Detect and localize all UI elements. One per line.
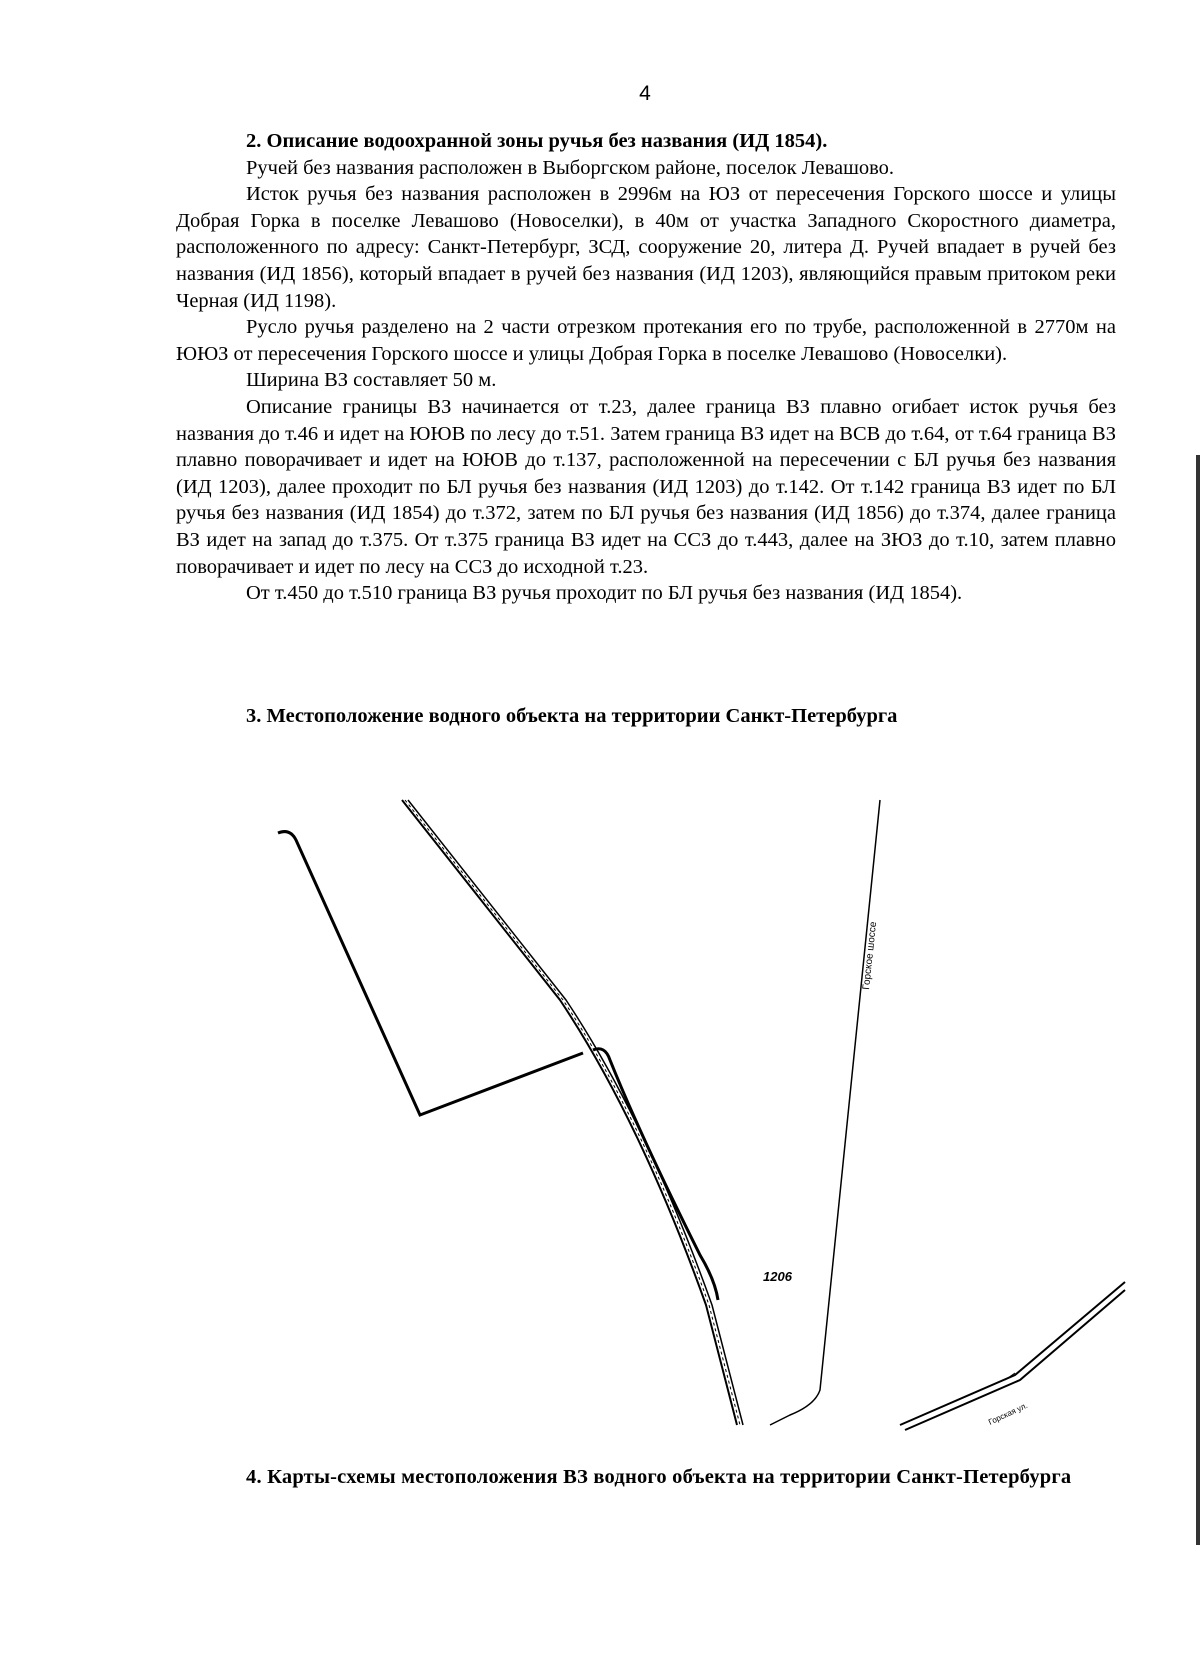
water-zone-boundary [278,832,718,1300]
railway-line [402,800,743,1425]
scan-edge-shadow [1196,455,1200,1545]
paragraph-width: Ширина ВЗ составляет 50 м. [246,369,497,392]
road-label: Горское шоссе [861,921,880,991]
street-label: Горская ул. [987,1400,1029,1427]
paragraph-boundary-bl: От т.450 до т.510 граница ВЗ ручья проходит по БЛ ручья без названия (ИД 1854). [246,582,963,605]
paragraph-location: Ручей без названия расположен в Выборгском районе, поселок Левашово. [246,156,895,179]
road-gorskoe [770,800,880,1425]
paragraph-boundary: Описание границы ВЗ начинается от т.23, далее граница ВЗ плавно огибает исток ручья без названия до т.46 и идет на ЮЮВ по лесу до т.51. Затем граница ВЗ идет на ВСВ до т.64, от т.64 граница ВЗ плавно поворачивает и идет на ЮЮВ до т.137, расположенной на пересечении с БЛ ручья без названия (ИД 1203), далее проходит по БЛ ручья без названия (ИД 1203) до т.142. От т.142 граница ВЗ идет по БЛ ручья без названия (ИД 1854) до т.372, затем по БЛ ручья без названия (ИД 1856) до т.374, далее граница ВЗ идет на запад до т.375. От т.375 граница ВЗ идет на ССЗ до т.443, далее на ЗЮЗ до т.10, затем плавно поворачивает и идет по лесу на ССЗ до исходной т.23. [176,395,1116,578]
paragraph-channel: Русло ручья разделено на 2 части отрезком протекания его по трубе, расположенной в 2770м на ЮЮЗ от пересечения Горского шоссе и улицы Добрая Горка в поселке Левашово (Новоселки). [176,316,1116,365]
section-3-title: 3. Местоположение водного объекта на территории Санкт-Петербурга [246,705,898,727]
section-4-title: 4. Карты-схемы местоположения ВЗ водного объекта на территории Санкт-Петербурга [246,1466,1072,1488]
section-2-title: 2. Описание водоохранной зоны ручья без названия (ИД 1854). [246,130,828,152]
paragraph-source: Исток ручья без названия расположен в 2996м на ЮЗ от пересечения Горского шоссе и улицы Добрая Горка в поселке Левашово (Новоселки), в 40м от участка Западного Скоростного диаметра, расположенного по адресу: Санкт-Петербург, ЗСД, сооружение 20, литера Д. Ручей впадает в ручей без названия (ИД 1856), который впадает в ручей без названия (ИД 1203), являющийся правым притоком реки Черная (ИД 1198). [176,183,1116,312]
page-number: 4 [639,82,651,105]
object-label: 1206 [763,1269,792,1284]
